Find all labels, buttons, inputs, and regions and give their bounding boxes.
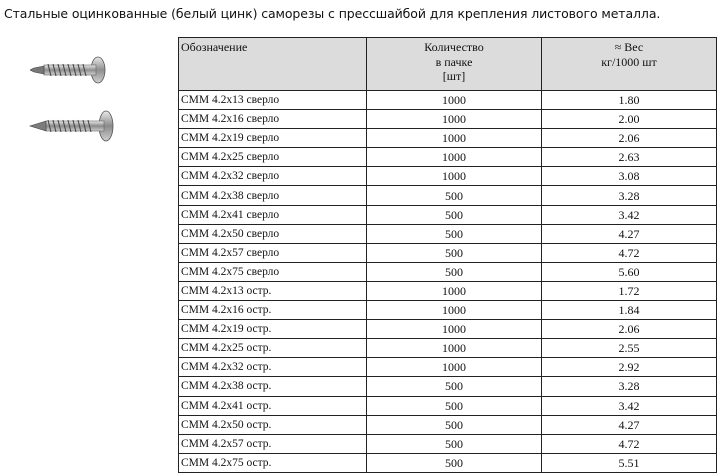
cell-quantity: 500	[367, 377, 542, 396]
cell-designation: СММ 4.2x32 остр.	[179, 358, 367, 377]
cell-quantity: 500	[367, 434, 542, 453]
cell-designation: СММ 4.2x75 остр.	[179, 453, 367, 472]
cell-weight: 4.72	[542, 434, 717, 453]
sharp-point-screw-icon	[28, 108, 118, 144]
table-row	[179, 129, 717, 148]
table-row	[179, 453, 717, 472]
table-row	[179, 339, 717, 358]
table-row	[179, 377, 717, 396]
cell-designation: СММ 4.2x16 сверло	[179, 110, 367, 129]
cell-designation: СММ 4.2x25 остр.	[179, 339, 367, 358]
cell-weight: 3.08	[542, 167, 717, 186]
cell-designation: СММ 4.2x19 остр.	[179, 320, 367, 339]
cell-designation: СММ 4.2x57 остр.	[179, 434, 367, 453]
cell-weight: 1.80	[542, 91, 717, 110]
cell-designation: СММ 4.2x38 остр.	[179, 377, 367, 396]
cell-weight: 4.27	[542, 224, 717, 243]
cell-quantity: 500	[367, 453, 542, 472]
table-row	[179, 186, 717, 205]
cell-quantity: 1000	[367, 129, 542, 148]
cell-weight: 3.28	[542, 377, 717, 396]
screw-spec-table	[178, 37, 717, 473]
cell-designation: СММ 4.2x13 сверло	[179, 91, 367, 110]
cell-weight: 4.72	[542, 243, 717, 262]
table-row	[179, 396, 717, 415]
cell-weight: 5.60	[542, 262, 717, 281]
cell-designation: СММ 4.2x50 остр.	[179, 415, 367, 434]
cell-weight: 2.00	[542, 110, 717, 129]
cell-designation: СММ 4.2x75 сверло	[179, 262, 367, 281]
cell-quantity: 1000	[367, 339, 542, 358]
cell-quantity: 500	[367, 205, 542, 224]
table-row	[179, 262, 717, 281]
cell-weight: 1.84	[542, 301, 717, 320]
table-row	[179, 415, 717, 434]
cell-quantity: 500	[367, 224, 542, 243]
table-row	[179, 358, 717, 377]
table-row	[179, 224, 717, 243]
cell-weight: 5.51	[542, 453, 717, 472]
cell-weight: 2.63	[542, 148, 717, 167]
table-row	[179, 167, 717, 186]
table-row	[179, 148, 717, 167]
page-heading: Стальные оцинкованные (белый цинк) саморезы с прессшайбой для крепления листового металла.	[4, 6, 661, 21]
table-row	[179, 301, 717, 320]
cell-weight: 3.42	[542, 396, 717, 415]
cell-quantity: 500	[367, 243, 542, 262]
header-quantity-line: в пачке	[435, 54, 473, 69]
cell-quantity: 1000	[367, 320, 542, 339]
cell-designation: СММ 4.2x38 сверло	[179, 186, 367, 205]
table-row	[179, 205, 717, 224]
cell-quantity: 1000	[367, 167, 542, 186]
cell-quantity: 1000	[367, 148, 542, 167]
table-row	[179, 281, 717, 300]
cell-quantity: 1000	[367, 281, 542, 300]
cell-quantity: 1000	[367, 358, 542, 377]
header-quantity-line: [шт]	[442, 69, 466, 83]
cell-designation: СММ 4.2x19 сверло	[179, 129, 367, 148]
cell-quantity: 500	[367, 262, 542, 281]
cell-designation: СММ 4.2x32 сверло	[179, 167, 367, 186]
header-weight	[542, 38, 717, 91]
cell-weight: 1.72	[542, 281, 717, 300]
cell-designation: СММ 4.2x16 остр.	[179, 301, 367, 320]
table-header-row	[179, 38, 717, 91]
cell-quantity: 1000	[367, 91, 542, 110]
cell-weight: 3.42	[542, 205, 717, 224]
drill-point-screw-icon	[30, 56, 110, 88]
cell-weight: 2.55	[542, 339, 717, 358]
table-row	[179, 91, 717, 110]
header-quantity-line: Количество	[424, 40, 484, 54]
header-quantity	[367, 38, 542, 91]
table-row	[179, 434, 717, 453]
cell-weight: 2.06	[542, 320, 717, 339]
cell-quantity: 500	[367, 415, 542, 434]
screw-images	[20, 48, 160, 158]
cell-weight: 2.06	[542, 129, 717, 148]
cell-weight: 4.27	[542, 415, 717, 434]
table-row	[179, 320, 717, 339]
cell-weight: 2.92	[542, 358, 717, 377]
table-row	[179, 243, 717, 262]
table-row	[179, 110, 717, 129]
cell-designation: СММ 4.2x13 остр.	[179, 281, 367, 300]
cell-designation: СММ 4.2x57 сверло	[179, 243, 367, 262]
cell-designation: СММ 4.2x50 сверло	[179, 224, 367, 243]
header-weight-line: кг/1000 шт	[601, 54, 657, 69]
cell-quantity: 1000	[367, 301, 542, 320]
cell-designation: СММ 4.2x41 остр.	[179, 396, 367, 415]
header-weight-line: ≈ Вес	[614, 40, 644, 54]
cell-designation: СММ 4.2x25 сверло	[179, 148, 367, 167]
cell-quantity: 500	[367, 186, 542, 205]
cell-designation: СММ 4.2x41 сверло	[179, 205, 367, 224]
header-designation: Обозначение	[179, 38, 367, 91]
cell-weight: 3.28	[542, 186, 717, 205]
cell-quantity: 500	[367, 396, 542, 415]
cell-quantity: 1000	[367, 110, 542, 129]
